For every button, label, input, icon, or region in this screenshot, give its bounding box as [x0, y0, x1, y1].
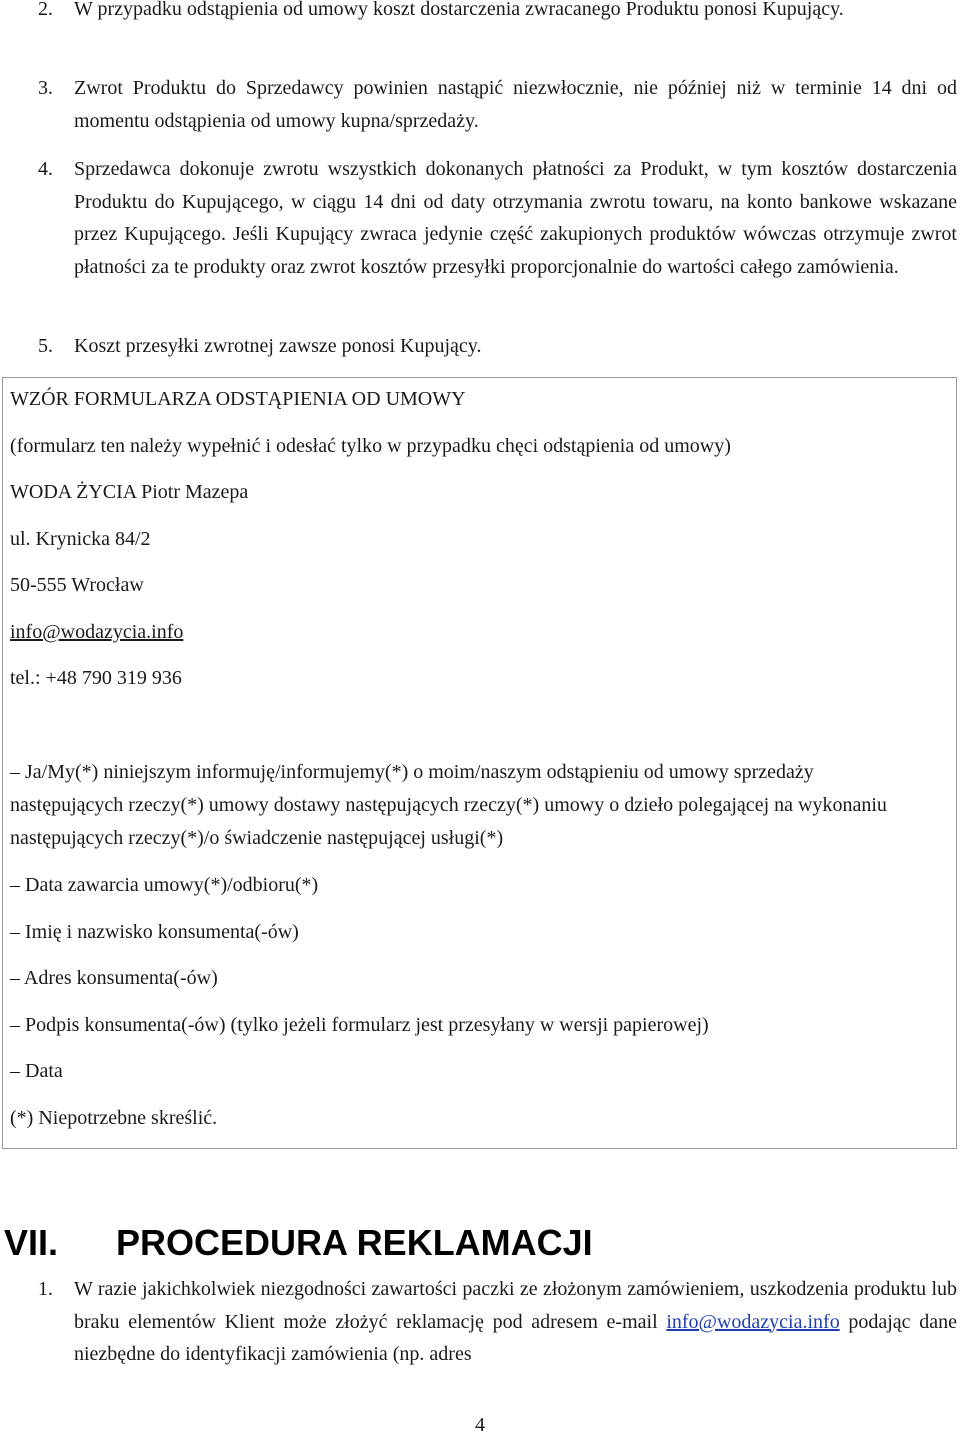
- email-link[interactable]: info@wodazycia.info: [10, 621, 184, 643]
- field-consumer-address: – Adres konsumenta(-ów): [10, 967, 218, 989]
- page-number: 4: [475, 1414, 485, 1436]
- field-contract-date: – Data zawarcia umowy(*)/odbioru(*): [10, 874, 319, 896]
- field-consumer-signature: – Podpis konsumenta(-ów) (tylko jeżeli formularz jest przesyłany w wersji papierowej): [10, 1014, 709, 1036]
- text-after-link: podając dane niezbędne do identyfikacji zamówienia (np. adres: [74, 1310, 957, 1365]
- list-item-text: [74, 1273, 957, 1371]
- complaint-email-link[interactable]: info@wodazycia.info: [666, 1310, 840, 1333]
- list-item-text: Zwrot Produktu do Sprzedawcy powinien nastąpić niezwłocznie, nie później niż w terminie 14 dni od momentu odstąpienia od umowy kupna/sprzedaży.: [74, 77, 957, 132]
- form-footnote: (*) Niepotrzebne skreślić.: [10, 1107, 218, 1129]
- list-item-text: Koszt przesyłki zwrotnej zawsze ponosi Kupujący.: [74, 335, 482, 357]
- section-heading: [0, 1218, 960, 1268]
- withdrawal-form-template: [2, 377, 957, 1149]
- section-number: VII.: [4, 1222, 59, 1263]
- company-name: WODA ŻYCIA Piotr Mazepa: [10, 481, 249, 503]
- section-title: PROCEDURA REKLAMACJI: [116, 1222, 593, 1263]
- list-item-text: W przypadku odstąpienia od umowy koszt dostarczenia zwracanego Produktu ponosi Kupujący.: [74, 0, 844, 20]
- withdrawal-statement: – Ja/My(*) niniejszym informuję/informujemy(*) o moim/naszym odstąpieniu od umowy sprzedaży następujących rzeczy(*) umowy dostawy następujących rzeczy(*) umowy o dzieło polegającej na wykonaniu następujących rzeczy(*)/o świadczenie następującej usługi(*): [10, 761, 887, 849]
- company-email-link[interactable]: [10, 619, 183, 645]
- list-item-number: 1.: [38, 1278, 53, 1300]
- list-item-text: Sprzedawca dokonuje zwrotu wszystkich dokonanych płatności za Produkt, w tym kosztów dostarczenia Produktu do Kupującego, w ciągu 14 dni od daty otrzymania zwrotu towaru, na konto bankowe wskazane przez Kupującego. Jeśli Kupujący zwraca jedynie część zakupionych produktów wówczas otrzymuje zwrot płatności za te produkty oraz zwrot kosztów przesyłki proporcjonalnie do wartości całego zamówienia.: [74, 158, 957, 278]
- form-subtitle: (formularz ten należy wypełnić i odesłać tylko w przypadku chęci odstąpienia od umowy): [10, 435, 731, 457]
- list-item-number: 4.: [38, 158, 53, 180]
- list-item-number: 5.: [38, 335, 53, 357]
- list-item-number: 2.: [38, 0, 53, 20]
- company-city: 50-555 Wrocław: [10, 574, 144, 596]
- company-phone: tel.: +48 790 319 936: [10, 667, 182, 689]
- text-before-link: W razie jakichkolwiek niezgodności zawartości paczki ze złożonym zamówieniem, uszkodzenia produktu lub braku elementów Klient może złożyć reklamację pod adresem e-mail: [74, 1278, 957, 1333]
- company-street: ul. Krynicka 84/2: [10, 528, 151, 550]
- list-item-number: 3.: [38, 77, 53, 99]
- form-title: WZÓR FORMULARZA ODSTĄPIENIA OD UMOWY: [10, 388, 466, 410]
- field-consumer-name: – Imię i nazwisko konsumenta(-ów): [10, 921, 299, 943]
- field-date: – Data: [10, 1060, 63, 1082]
